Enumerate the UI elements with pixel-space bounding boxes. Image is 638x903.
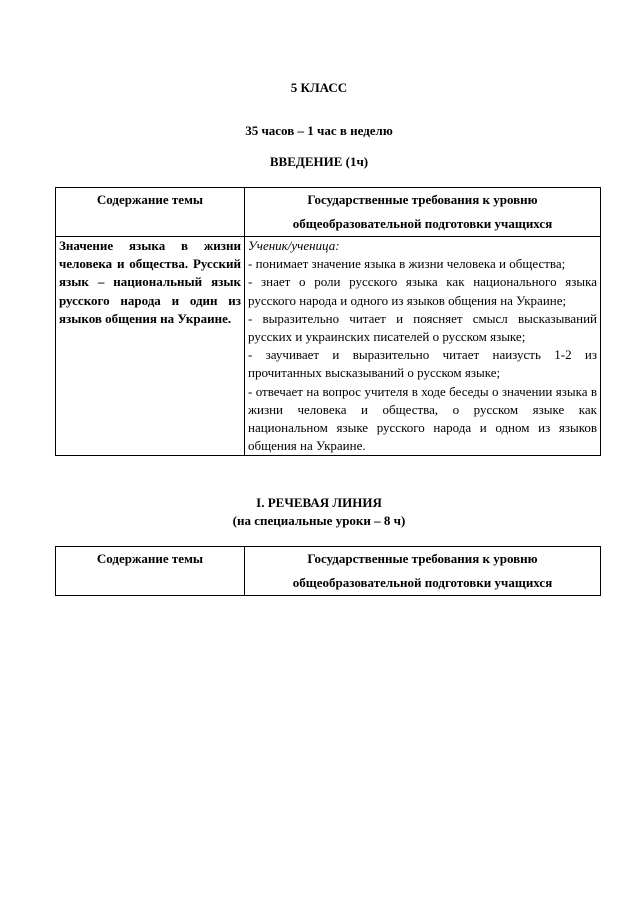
header-requirements-cell (245, 188, 601, 237)
header-requirements-line1: Государственные требования к уровню (307, 551, 538, 566)
header-requirements-line2: общеобразовательной подготовки учащихся (292, 216, 553, 231)
speech-table (55, 546, 601, 596)
speech-line-heading: I. РЕЧЕВАЯ ЛИНИЯ (256, 495, 382, 510)
speech-table-header-row (56, 547, 601, 596)
hours-heading: 35 часов – 1 час в неделю (245, 123, 393, 138)
header-topic-label: Содержание темы (96, 192, 204, 207)
header-topic-label: Содержание темы (96, 551, 204, 566)
header-topic-cell (56, 547, 245, 596)
requirement-item: - заучивает и выразительно читает наизусть 1-2 из прочитанных высказываний о русском языке; (248, 347, 597, 381)
requirements-cell (245, 237, 601, 456)
requirement-item: - знает о роли русского языка как национального языка русского народа и одного из языков общения на Украине; (248, 274, 597, 308)
table-row (56, 237, 601, 456)
header-topic-cell (56, 188, 245, 237)
requirement-item: - выразительно читает и поясняет смысл высказываний русских и украинских писателей о русском языке; (248, 310, 597, 345)
speech-line-subheading: (на специальные уроки – 8 ч) (232, 513, 406, 528)
requirement-item: - понимает значение языка в жизни человека и общества; (248, 256, 566, 272)
header-requirements-line1: Государственные требования к уровню (307, 192, 538, 207)
intro-heading: ВВЕДЕНИЕ (1ч) (269, 154, 369, 169)
header-requirements-line2: общеобразовательной подготовки учащихся (292, 575, 553, 590)
student-role-label: Ученик/ученица: (248, 238, 340, 253)
intro-table (55, 187, 601, 456)
header-requirements-cell (245, 547, 601, 596)
grade-heading: 5 КЛАСС (290, 80, 348, 95)
intro-table-header-row (56, 188, 601, 237)
requirement-item: - отвечает на вопрос учителя в ходе беседы о значении языка в жизни человека и общества, о русском языке как национальном языке русского народа и одном из языков общения на Украине. (248, 383, 597, 454)
topic-cell: Значение языка в жизни человека и общества. Русский язык – национальный язык русского народа и один из языков общения на Украине. (56, 237, 245, 456)
